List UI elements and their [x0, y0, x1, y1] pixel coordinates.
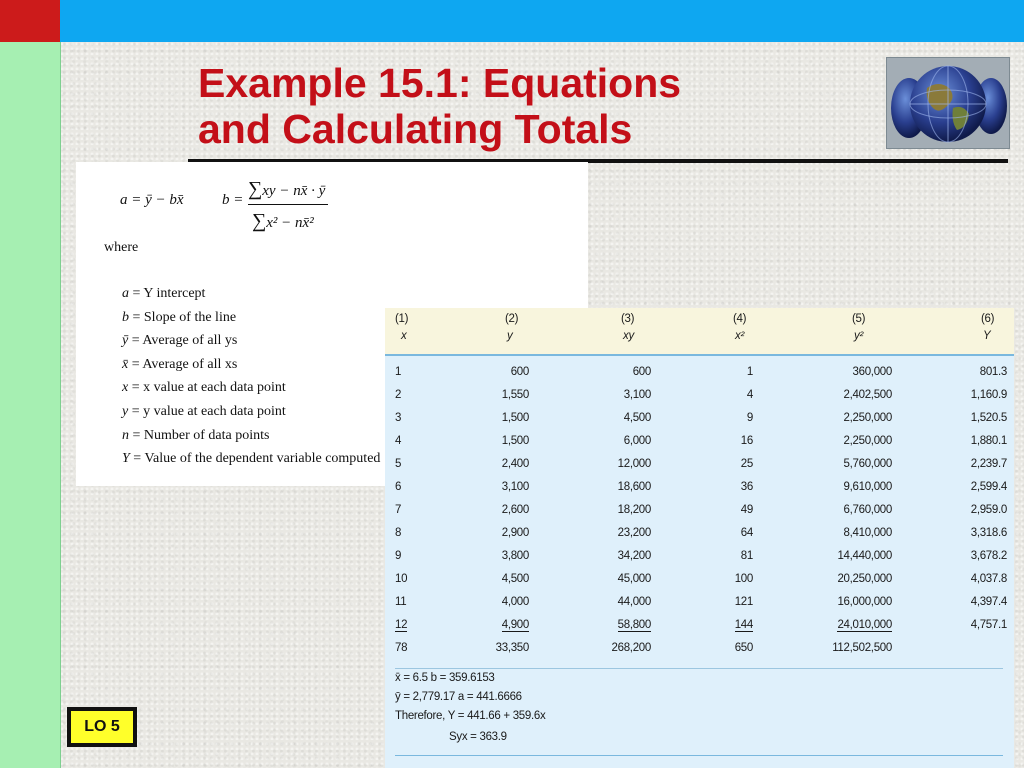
table-cell: 4,037.8 [970, 573, 1007, 585]
table-cell: 18,600 [617, 481, 651, 493]
table-cell: 360,000 [852, 366, 892, 378]
table-cell: 1,550 [501, 389, 529, 401]
table-cell: 3 [395, 412, 402, 424]
table-cell: 49 [740, 504, 753, 516]
table-cell: 1,520.5 [970, 412, 1007, 424]
table-cell: 14,440,000 [837, 550, 892, 562]
table-cell: 6,000 [623, 435, 651, 447]
slope-formula-denominator: ∑x² − nx̄² [252, 210, 314, 232]
table-cell: 64 [740, 527, 753, 539]
table-cell: 144 [734, 619, 753, 631]
definition-text: = y value at each data point [131, 404, 286, 419]
definition-text: = Y intercept [132, 286, 206, 301]
table-cell: 24,010,000 [837, 619, 892, 631]
table-cell: 36 [740, 481, 753, 493]
table-cell: 5 [395, 458, 402, 470]
table-cell: 100 [734, 573, 753, 585]
table-cell: 1 [395, 366, 402, 378]
table-cell: 11 [395, 596, 407, 608]
result-line: Therefore, Y = 441.66 + 359.6x [395, 710, 546, 722]
corner-block [0, 0, 60, 42]
table-cell: 121 [734, 596, 753, 608]
table-bottom-rule [395, 755, 1003, 756]
table-cell: 6 [395, 481, 402, 493]
table-cell: 4,757.1 [970, 619, 1007, 631]
table-cell: 4,397.4 [970, 596, 1007, 608]
data-table [385, 308, 1014, 768]
sum-icon: ∑ [252, 210, 267, 232]
table-cell: 2 [395, 389, 402, 401]
badge-label: LO 5 [70, 710, 134, 744]
definition-item [122, 310, 236, 326]
column-number: (6) [981, 313, 995, 325]
definition-symbol: b [122, 309, 133, 325]
definition-text: = Number of data points [132, 427, 270, 443]
column-number: (3) [621, 313, 635, 325]
definition-text: = Average of all ys [131, 333, 238, 349]
table-cell: 16 [740, 435, 753, 447]
table-cell: 801.3 [979, 366, 1007, 378]
definition-symbol: a [122, 286, 133, 301]
column-header: x² [735, 330, 744, 342]
definition-item [122, 357, 237, 373]
result-line: Syx = 363.9 [449, 731, 507, 743]
column-number: (4) [733, 313, 747, 325]
column-header: xy [623, 330, 634, 342]
top-banner [0, 0, 1024, 42]
sum-icon: ∑ [248, 178, 263, 200]
table-cell: 2,250,000 [843, 412, 892, 424]
table-cell: 5,760,000 [843, 458, 892, 470]
definition-item [122, 451, 380, 467]
definition-symbol: y [122, 404, 132, 419]
definition-text: = Value of the dependent variable computed [133, 451, 381, 467]
definition-text: = Slope of the line [132, 309, 237, 325]
table-cell: 1,500 [501, 412, 529, 424]
table-cell: 23,200 [617, 527, 651, 539]
table-cell: 2,600 [501, 504, 529, 516]
definition-item [122, 333, 237, 349]
table-cell: 12 [395, 619, 408, 631]
total-cell: 112,502,500 [832, 642, 892, 654]
definition-item [122, 428, 269, 444]
intercept-formula: a = ȳ − bx̄ [120, 192, 184, 208]
table-cell: 4 [395, 435, 402, 447]
table-cell: 58,800 [617, 619, 651, 631]
definition-symbol: n [122, 427, 133, 443]
table-cell: 9,610,000 [843, 481, 892, 493]
table-cell: 3,678.2 [970, 550, 1007, 562]
table-cell: 9 [746, 412, 753, 424]
column-header: Y [983, 330, 991, 342]
column-number: (2) [505, 313, 519, 325]
table-cell: 2,959.0 [970, 504, 1007, 516]
table-cell: 1,500 [501, 435, 529, 447]
table-cell: 44,000 [617, 596, 651, 608]
table-cell: 2,400 [501, 458, 529, 470]
table-cell: 2,599.4 [970, 481, 1007, 493]
total-cell: 268,200 [611, 642, 651, 654]
slide-title [198, 60, 838, 152]
result-line: x̄ = 6.5 b = 359.6153 [395, 672, 495, 684]
table-cell: 4,000 [501, 596, 529, 608]
column-header: x [401, 330, 407, 342]
total-cell: 650 [734, 642, 753, 654]
table-cell: 2,250,000 [843, 435, 892, 447]
table-cell: 16,000,000 [837, 596, 892, 608]
table-cell: 8,410,000 [843, 527, 892, 539]
table-cell: 10 [395, 573, 408, 585]
column-header: y [507, 330, 513, 342]
table-cell: 3,100 [623, 389, 651, 401]
table-cell: 6,760,000 [843, 504, 892, 516]
table-cell: 9 [395, 550, 402, 562]
definition-item [122, 404, 286, 420]
table-cell: 1,880.1 [970, 435, 1007, 447]
definition-text: = x value at each data point [131, 380, 286, 396]
table-cell: 600 [510, 366, 529, 378]
table-cell: 2,239.7 [970, 458, 1007, 470]
definition-symbol: x̄ [122, 356, 132, 372]
table-cell: 4 [746, 389, 753, 401]
table-cell: 4,500 [623, 412, 651, 424]
table-cell: 8 [395, 527, 402, 539]
table-cell: 20,250,000 [837, 573, 892, 585]
table-cell: 3,318.6 [970, 527, 1007, 539]
fraction-bar [248, 204, 328, 205]
table-cell: 3,800 [501, 550, 529, 562]
table-cell: 2,402,500 [843, 389, 892, 401]
slope-formula-numerator: ∑xy − nx̄ · ȳ [248, 178, 326, 200]
table-cell: 81 [740, 550, 753, 562]
definition-item [122, 286, 205, 302]
definition-symbol: x [122, 380, 132, 396]
header-divider [385, 354, 1014, 356]
definition-text: = Average of all xs [131, 356, 238, 372]
table-cell: 1 [746, 366, 753, 378]
table-cell: 4,500 [501, 573, 529, 585]
table-cell: 7 [395, 504, 402, 516]
definition-symbol: Y [122, 451, 134, 467]
where-label: where [104, 240, 139, 255]
title-line-1: Example 15.1: Equations [198, 60, 682, 106]
definition-item [122, 380, 286, 396]
total-cell: 33,350 [495, 642, 529, 654]
table-cell: 25 [740, 458, 753, 470]
table-cell: 18,200 [617, 504, 651, 516]
table-cell: 2,900 [501, 527, 529, 539]
result-line: ȳ = 2,779.17 a = 441.6666 [395, 691, 522, 703]
column-header: y² [854, 330, 863, 342]
table-cell: 12,000 [617, 458, 651, 470]
side-banner [0, 42, 61, 768]
globe-icon [886, 57, 1010, 149]
learning-objective-badge [67, 707, 137, 747]
table-cell: 1,160.9 [970, 389, 1007, 401]
table-header [385, 308, 1014, 354]
table-cell: 45,000 [617, 573, 651, 585]
column-number: (5) [852, 313, 866, 325]
table-cell: 3,100 [501, 481, 529, 493]
total-cell: 78 [395, 642, 408, 654]
table-cell: 4,900 [501, 619, 529, 631]
slope-formula-lhs: b = [222, 192, 244, 208]
column-number: (1) [395, 313, 409, 325]
table-cell: 34,200 [617, 550, 651, 562]
results-divider [395, 668, 1003, 669]
table-cell: 600 [632, 366, 651, 378]
definition-symbol: ȳ [122, 333, 132, 349]
title-line-2: and Calculating Totals [198, 106, 633, 152]
